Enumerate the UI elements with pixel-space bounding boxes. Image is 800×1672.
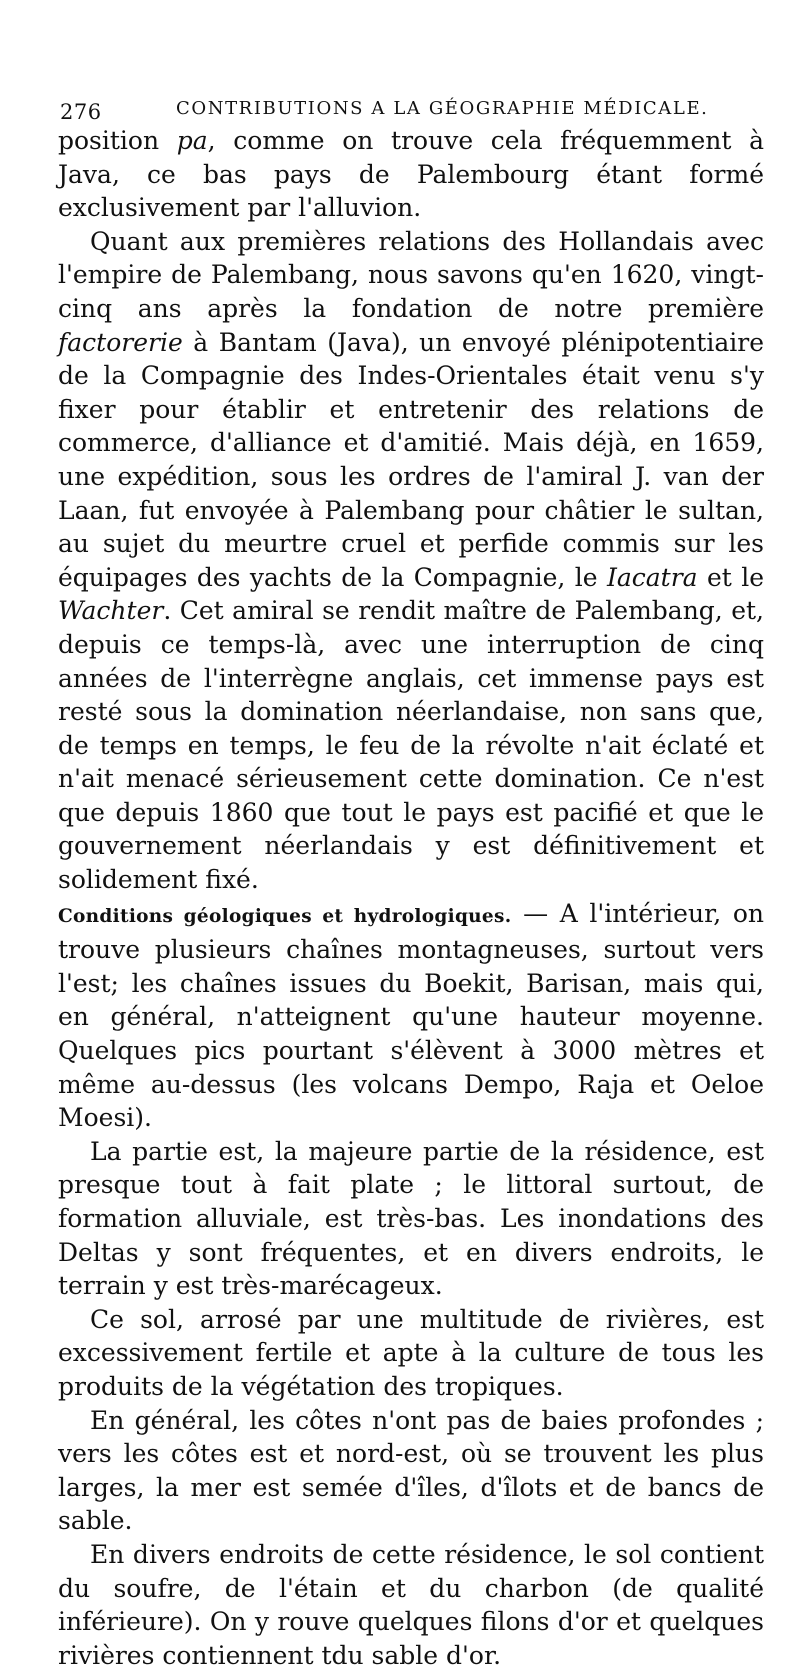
paragraph-3 [58,897,764,1135]
paragraph-7: En divers endroits de cette résidence, le sol contient du soufre, de l'étain et du charbon (de qualité inférieure). On y rouve quelques filons d'or et quelques rivières contiennent tdu sable d'or. [58,1539,764,1670]
section-heading: Conditions géologiques et hydrologiques. [58,905,512,927]
ship-name-wachter: Wachter [58,596,164,626]
ship-name-iacatra: Iacatra [606,562,698,592]
paragraph-1-text-cont: , comme on trouve cela fréquemment à Java, ce bas pays de Palembourg étant formé exclusivement par l'alluvion. [58,126,764,223]
body-text [58,124,764,1672]
paragraph-4: La partie est, la majeure partie de la résidence, est presque tout à fait plate ; le littoral surtout, de formation alluviale, est très-bas. Les inondations des Deltas y sont fréquentes, et en divers endroits, le terrain y est très-marécageux. [58,1136,764,1301]
running-head: CONTRIBUTIONS A LA GÉOGRAPHIE MÉDICALE. [176,98,709,119]
page-header [60,92,760,122]
heading-dash: — [511,898,560,928]
paragraph-2-text: Quant aux premières relations des Hollandais avec l'empire de Palembang, nous savons qu'en 1620, vingt-cinq ans après la fondation de notre première [58,226,764,323]
paragraph-1 [58,124,764,225]
page-number: 276 [60,100,102,124]
italic-term-factorerie: factorerie [58,327,183,357]
paragraph-6: En général, les côtes n'ont pas de baies profondes ; vers les côtes est et nord-est, où se trouvent les plus larges, la mer est semée d'îles, d'îlots et de bancs de sable. [58,1405,764,1536]
paragraph-5: Ce sol, arrosé par une multitude de rivières, est excessivement fertile et apte à la culture de tous les produits de la végétation des tropiques. [58,1304,764,1401]
paragraph-2 [58,225,764,897]
paragraph-2-text-end: . Cet amiral se rendit maître de Palembang, et, depuis ce temps-là, avec une interruption de cinq années de l'interrègne anglais, cet immense pays est resté sous la domination néerlandaise, non sans que, de temps en temps, le feu de la révolte n'ait éclaté et n'ait menacé sérieusement cette domination. Ce n'est que depuis 1860 que tout le pays est pacifié et que le gouvernement néerlandais y est définitivement et solidement fixé. [58,596,764,895]
paragraph-2-text-cont: à Bantam (Java), un envoyé plénipotentiaire de la Compagnie des Indes-Orientales était venu s'y fixer pour établir et entretenir des relations de commerce, d'alliance et d'amitié. Mais déjà, en 1659, une expédition, sous les ordres de l'amiral J. van der Laan, fut envoyée à Palembang pour châtier le sultan, au sujet du meurtre cruel et perfide commis sur les équipages des yachts de la Compagnie, le [58,327,764,592]
paragraph-3-text: A l'intérieur, on trouve plusieurs chaînes montagneuses, surtout vers l'est; les chaînes issues du Boekit, Barisan, mais qui, en général, n'atteignent qu'une hauteur moyenne. Quelques pics pourtant s'élèvent à 3000 mètres et même au-dessus (les volcans Dempo, Raja et Oeloe Moesi). [58,898,764,1133]
paragraph-2-conjunction: et le [697,562,764,592]
italic-term-pa: pa [176,126,208,155]
paragraph-1-text: position [58,126,177,155]
